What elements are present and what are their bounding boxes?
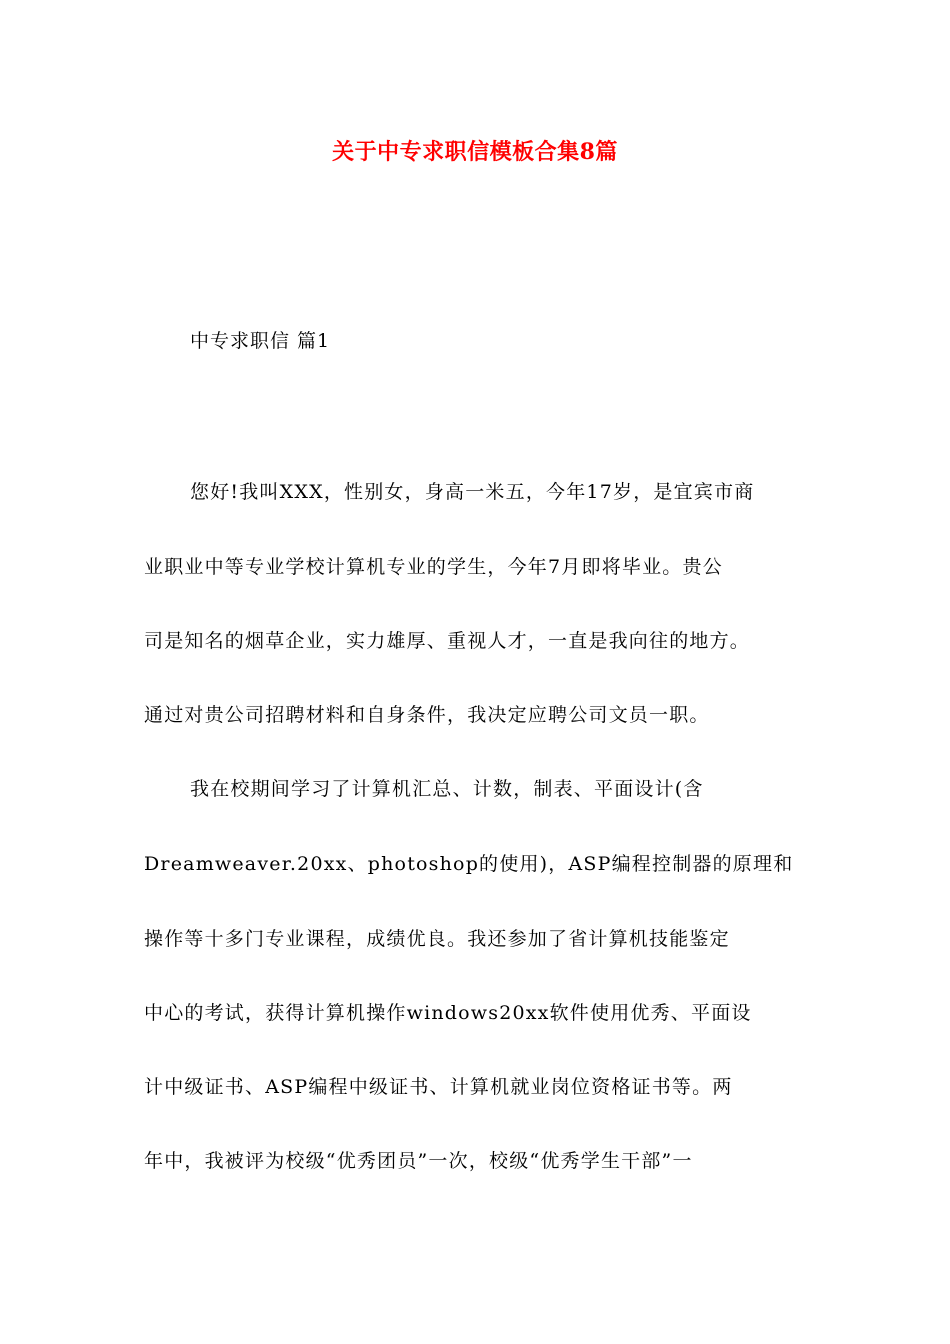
paragraph-line: 年中，我被评为校级“优秀团员”一次，校级“优秀学生干部”一 [144,1150,693,1172]
paragraph-line: 司是知名的烟草企业，实力雄厚、重视人才，一直是我向往的地方。 [144,630,751,652]
paragraph-line: 您好!我叫XXX，性别女，身高一米五，今年17岁，是宜宾市商 [190,481,755,503]
paragraph-line: 我在校期间学习了计算机汇总、计数，制表、平面设计(含 [190,778,704,800]
paragraph-line: 计中级证书、ASP编程中级证书、计算机就业岗位资格证书等。两 [144,1076,733,1098]
section-heading: 中专求职信 篇1 [190,330,331,352]
paragraph-line: 通过对贵公司招聘材料和自身条件，我决定应聘公司文员一职。 [144,704,710,726]
paragraph-line: 中心的考试，获得计算机操作windows20xx软件使用优秀、平面设 [144,1002,752,1024]
paragraph-line: Dreamweaver.20xx、photoshop的使用)，ASP编程控制器的原理和 [144,853,794,875]
document-title: 关于中专求职信模板合集8篇 [332,139,618,165]
paragraph-line: 业职业中等专业学校计算机专业的学生，今年7月即将毕业。贵公 [144,556,723,578]
paragraph-line: 操作等十多门专业课程，成绩优良。我还参加了省计算机技能鉴定 [144,928,730,950]
